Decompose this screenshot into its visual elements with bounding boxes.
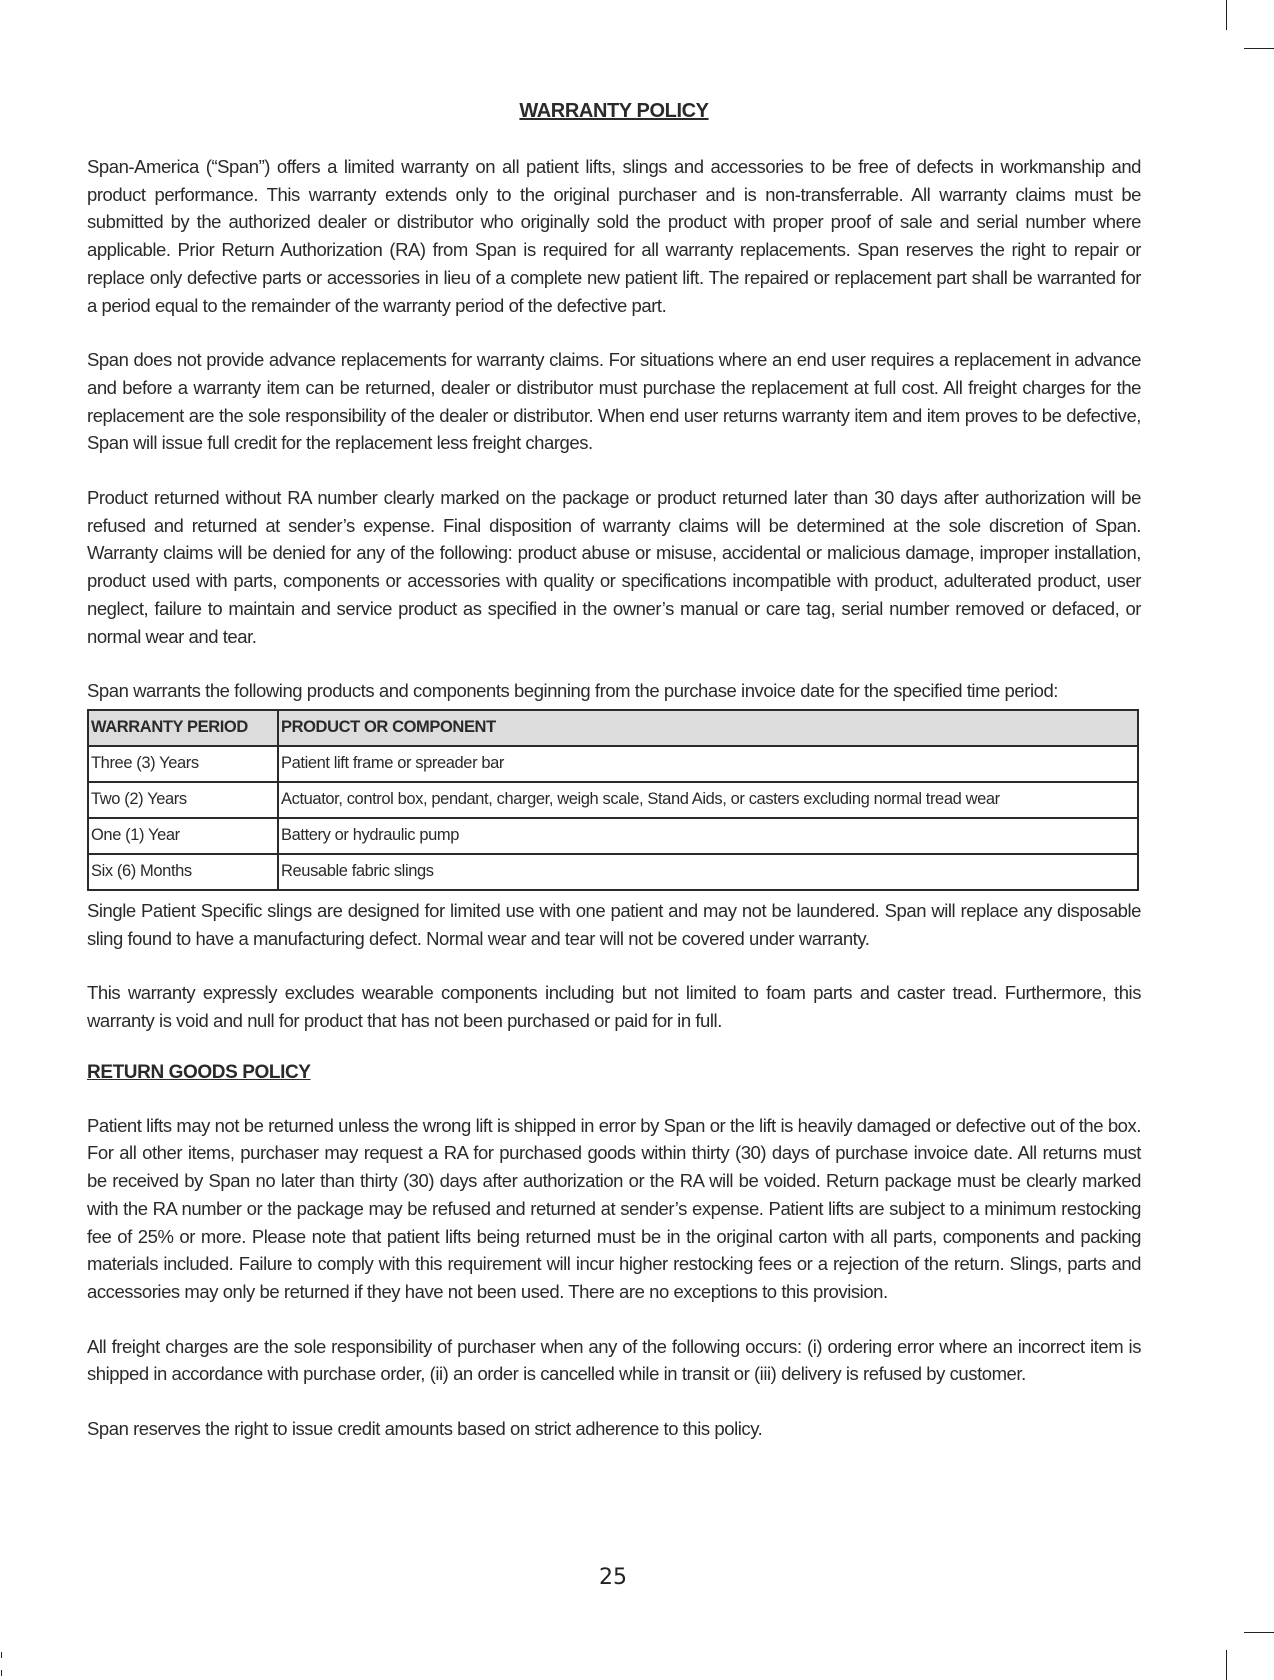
cell-period: One (1) Year [88,818,278,854]
crop-mark [1,1652,2,1658]
crop-mark [1244,48,1274,49]
return-policy-title: RETURN GOODS POLICY [87,1061,311,1083]
crop-mark [1,1670,2,1676]
return-paragraph: Patient lifts may not be returned unless the wrong lift is shipped in error by Span or the lift is heavily damaged or defective out of the box. For all other items, purchaser may request a RA for purchased goods within thirty (30) days of purchase invoice date. All returns must be received by Span no later than thirty (30) days after authorization or the RA will be voided. Return package must be clearly marked with the RA number or the package may be refused and returned at sender’s expense. Patient lifts are subject to a minimum restocking fee of 25% or more. Please note that patient lifts being returned must be in the original carton with all parts, components and packing materials included. Failure to comply with this requirement will incur higher restocking fees or a rejection of the return. Slings, parts and accessories may only be returned if they have not been used. There are no exceptions to this provision. [87,1114,1141,1302]
cell-period: Two (2) Years [88,782,278,818]
warranty-paragraph: Span-America (“Span”) offers a limited warranty on all patient lifts, slings and accessories to be free of defects in workmanship and product performance. This warranty extends only to the original purchaser and is non-transferrable. All warranty claims must be submitted by the authorized dealer or distributor who originally sold the product with proper proof of sale and serial number where applicable. Prior Return Authorization (RA) from Span is required for all warranty replacements. Span reserves the right to repair or replace only defective parts or accessories in lieu of a complete new patient lift. The repaired or replacement part shall be warranted for a period equal to the remainder of the warranty period of the defective part. [87,156,1141,316]
crop-mark [1226,0,1227,30]
header-warranty-period: WARRANTY PERIOD [88,710,278,746]
warranty-table [87,709,1139,891]
cell-product: Patient lift frame or spreader bar [278,746,1138,782]
crop-mark [1226,1650,1227,1680]
cell-product: Battery or hydraulic pump [278,818,1138,854]
page-number: 25 [599,1565,627,1590]
warranty-paragraph: Span does not provide advance replacements for warranty claims. For situations where an end user requires a replacement in advance and before a warranty item can be returned, dealer or distributor must purchase the replacement at full cost. All freight charges for the replacement are the sole responsibility of the dealer or distributor. When end user returns warranty item and item proves to be defective, Span will issue full credit for the replacement less freight charges. [87,349,1141,454]
warranty-policy-title: WARRANTY POLICY [519,100,709,122]
cell-period: Six (6) Months [88,854,278,890]
warranty-paragraph: This warranty expressly excludes wearable components including but not limited to foam parts and caster tread. Furthermore, this warranty is void and null for product that has not been purchased or paid for in full. [87,982,1141,1032]
warranty-paragraph: Single Patient Specific slings are designed for limited use with one patient and may not be laundered. Span will replace any disposable sling found to have a manufacturing defect. Normal wear and tear will not be covered under warranty. [87,899,1141,949]
cell-product: Reusable fabric slings [278,854,1138,890]
table-row [88,854,1138,890]
crop-mark [1244,1632,1274,1633]
page-content [87,100,1141,1470]
table-row [88,818,1138,854]
cell-product: Actuator, control box, pendant, charger, weigh scale, Stand Aids, or casters excluding normal tread wear [278,782,1138,818]
table-row [88,746,1138,782]
warranty-table-intro: Span warrants the following products and components beginning from the purchase invoice date for the specified time period: [87,680,1058,702]
return-paragraph: Span reserves the right to issue credit amounts based on strict adherence to this policy. [87,1418,763,1440]
cell-period: Three (3) Years [88,746,278,782]
table-header-row [88,710,1138,746]
table-row [88,782,1138,818]
header-product-component: PRODUCT OR COMPONENT [278,710,1138,746]
warranty-paragraph: Product returned without RA number clearly marked on the package or product returned later than 30 days after authorization will be refused and returned at sender’s expense. Final disposition of warranty claims will be determined at the sole discretion of Span. Warranty claims will be denied for any of the following: product abuse or misuse, accidental or malicious damage, improper installation, product used with parts, components or accessories with quality or specifications incompatible with product, adulterated product, user neglect, failure to maintain and service product as specified in the owner’s manual or care tag, serial number removed or defaced, or normal wear and tear. [87,487,1141,647]
return-paragraph: All freight charges are the sole responsibility of purchaser when any of the following occurs: (i) ordering error where an incorrect item is shipped in accordance with purchase order, (ii) an order is cancelled while in transit or (iii) delivery is refused by customer. [87,1335,1141,1385]
